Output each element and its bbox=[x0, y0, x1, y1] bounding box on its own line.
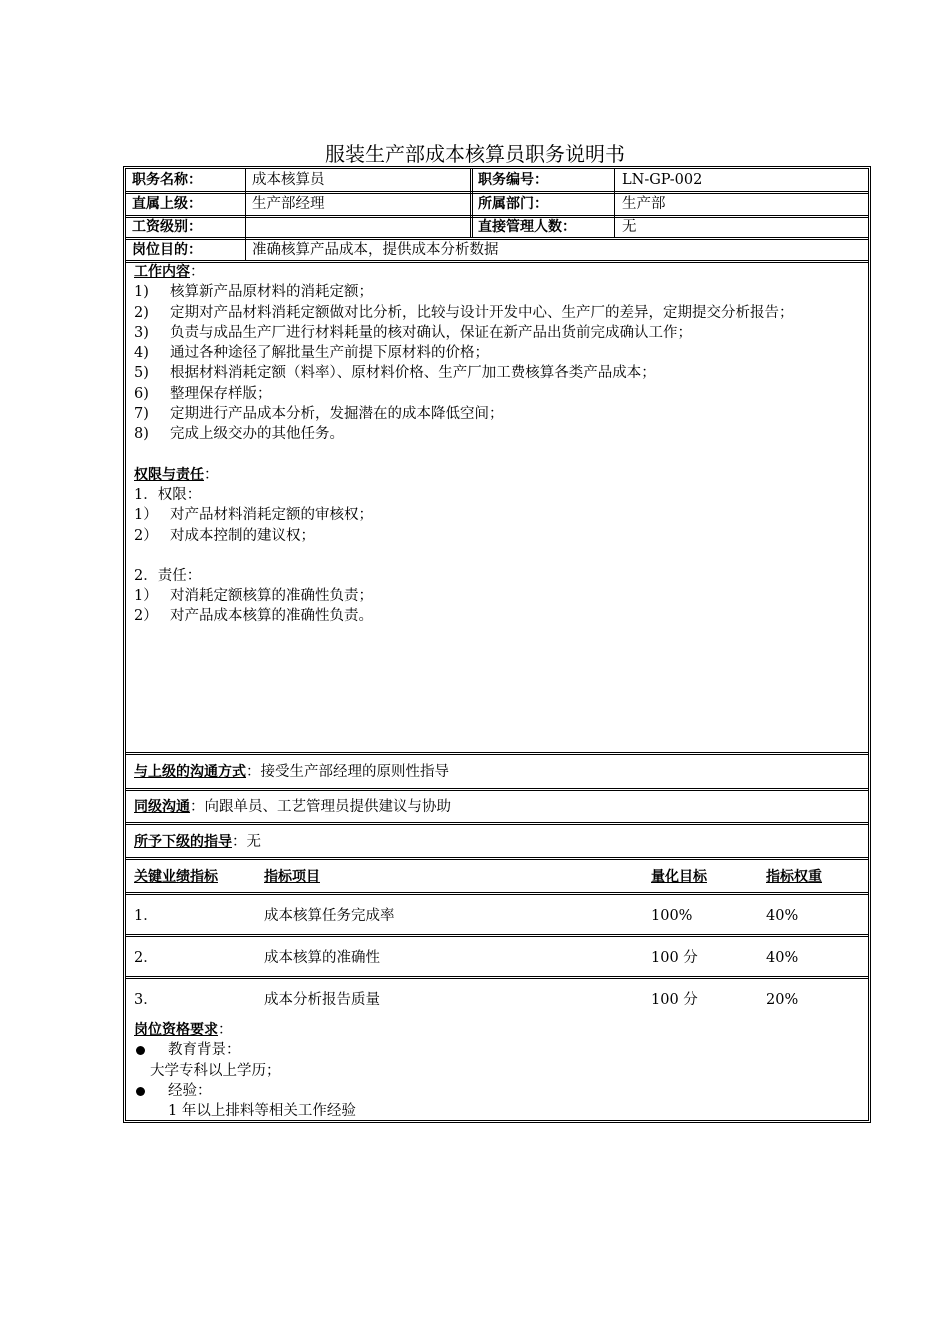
kpi-no: 3． bbox=[134, 992, 158, 1008]
kpi-header-target: 量化目标 bbox=[651, 869, 707, 885]
job-name-value: 成本核算员 bbox=[252, 172, 325, 188]
list-item-text: 对消耗定额核算的准确性负责； bbox=[170, 588, 373, 605]
kpi-header-weight: 指标权重 bbox=[766, 869, 822, 885]
kpi-item: 成本核算的准确性 bbox=[264, 950, 380, 966]
superior-value: 生产部经理 bbox=[252, 196, 325, 212]
list-item bbox=[134, 303, 860, 323]
header-row-2 bbox=[126, 193, 868, 215]
list-item-text: 对成本控制的建议权； bbox=[170, 527, 315, 544]
job-description-table bbox=[123, 166, 871, 1123]
duties-list bbox=[134, 586, 860, 627]
job-name-label: 职务名称： bbox=[132, 172, 202, 188]
kpi-no: 2． bbox=[134, 950, 158, 966]
bullet-icon bbox=[136, 1087, 145, 1096]
qualification-heading: 岗位资格要求 bbox=[134, 1022, 218, 1038]
list-item-number: 1） bbox=[134, 588, 158, 605]
education-value: 大学专科以上学历； bbox=[150, 1062, 281, 1079]
kpi-item: 成本分析报告质量 bbox=[264, 992, 380, 1008]
rights-list bbox=[134, 505, 860, 546]
salary-label: 工资级别： bbox=[132, 219, 202, 235]
list-item-number: 2） bbox=[134, 527, 158, 544]
duties-title: 2．责任： bbox=[134, 567, 202, 584]
kpi-header-indicator: 关键业绩指标 bbox=[134, 869, 218, 885]
list-item-number: 1) bbox=[134, 284, 149, 301]
job-code-value: LN-GP-002 bbox=[622, 172, 703, 188]
list-item bbox=[134, 404, 860, 424]
list-item bbox=[134, 363, 860, 383]
list-item-number: 2) bbox=[134, 304, 149, 321]
list-item-number: 6) bbox=[134, 385, 149, 402]
list-item bbox=[134, 282, 860, 302]
work-content-heading: 工作内容 bbox=[134, 264, 190, 280]
list-item-text: 对产品成本核算的准确性负责。 bbox=[170, 608, 373, 625]
kpi-target: 100 分 bbox=[651, 992, 698, 1008]
list-item-text: 负责与成品生产厂进行材料耗量的核对确认，保证在新产品出货前完成确认工作； bbox=[170, 324, 692, 341]
purpose-value: 准确核算产品成本，提供成本分析数据 bbox=[252, 242, 499, 258]
list-item-text: 核算新产品原材料的消耗定额； bbox=[170, 284, 373, 301]
list-item-text: 通过各种途径了解批量生产前提下原材料的价格； bbox=[170, 345, 489, 362]
kpi-item: 成本核算任务完成率 bbox=[264, 908, 395, 924]
list-item-number: 3) bbox=[134, 324, 149, 341]
list-item-number: 7) bbox=[134, 406, 149, 423]
kpi-target: 100 分 bbox=[651, 950, 698, 966]
list-item-text: 根据材料消耗定额（料率）、原材料价格、生产厂加工费核算各类产品成本； bbox=[170, 365, 656, 382]
experience-item: 经验： bbox=[134, 1081, 860, 1101]
list-item bbox=[134, 323, 860, 343]
list-item-text: 整理保存样版； bbox=[170, 385, 272, 402]
dept-value: 生产部 bbox=[622, 196, 666, 212]
qualification-section: 岗位资格要求： 教育背景： 大学专科以上学历； 经验： 1 年以上排料等相关工作经验 bbox=[134, 1020, 860, 1121]
rights-title: 1．权限： bbox=[134, 486, 202, 503]
education-item: 教育背景： bbox=[134, 1040, 860, 1060]
dept-label: 所属部门： bbox=[478, 196, 548, 212]
experience-value: 1 年以上排料等相关工作经验 bbox=[168, 1103, 356, 1120]
bullet-icon bbox=[136, 1046, 145, 1055]
list-item-text: 定期进行产品成本分析，发掘潜在的成本降低空间； bbox=[170, 406, 504, 423]
list-item-number: 5) bbox=[134, 365, 149, 382]
purpose-label: 岗位目的： bbox=[132, 242, 202, 258]
list-item bbox=[134, 505, 860, 525]
list-item-number: 8) bbox=[134, 426, 149, 443]
list-item bbox=[134, 526, 860, 546]
list-item-number: 2） bbox=[134, 608, 158, 625]
managed-label: 直接管理人数： bbox=[478, 219, 576, 235]
kpi-header-item: 指标项目 bbox=[264, 869, 320, 885]
kpi-weight: 40% bbox=[766, 950, 799, 966]
list-item bbox=[134, 424, 860, 444]
list-item bbox=[134, 606, 860, 626]
document-title: 服装生产部成本核算员职务说明书 bbox=[325, 142, 625, 166]
superior-label: 直属上级： bbox=[132, 196, 202, 212]
managed-value: 无 bbox=[622, 219, 637, 235]
peer-communication: 同级沟通：向跟单员、工艺管理员提供建议与协助 bbox=[134, 799, 451, 815]
work-content-section: 工作内容： 1) 核算新产品原材料的消耗定额； 2) 定期对产品材料消耗定额做对比分析，比较与设计开发中心、生产厂的差异，定期提交分析报告； 3) 负责与成品生产厂进行材料耗量的核对确认，保证在新产品出货前完成确认工作； 4) 通过各种途径了解批量生产前提下原材料的价格； 5) 根据材料消耗定额（料率）、原材料价格、生产厂加工费核算各类产品成本； 6) 整理保存样版； 7) 定期进行产品成本分析，发掘潜在的成本降低空间； 8) 完成上级交办的其他任务。 权限与责任： 1．权限： 1） 对产品材料消耗定额的审核权； 2） 对成本控制的建议权； 2．责任： 1） 对消耗定额核算的准确性负责； 2） 对产品成本核算的准确性负责。 bbox=[134, 262, 860, 627]
list-item bbox=[134, 343, 860, 363]
kpi-weight: 40% bbox=[766, 908, 799, 924]
salary-value bbox=[246, 216, 252, 238]
list-item bbox=[134, 586, 860, 606]
kpi-weight: 20% bbox=[766, 992, 799, 1008]
job-code-label: 职务编号： bbox=[478, 172, 548, 188]
lower-guidance: 所予下级的指导：无 bbox=[134, 834, 261, 850]
kpi-no: 1． bbox=[134, 908, 158, 924]
authority-heading: 权限与责任 bbox=[134, 466, 204, 483]
list-item-text: 对产品材料消耗定额的审核权； bbox=[170, 507, 373, 524]
work-content-list bbox=[134, 282, 860, 444]
list-item-text: 完成上级交办的其他任务。 bbox=[170, 426, 344, 443]
header-row-4 bbox=[126, 239, 868, 261]
kpi-target: 100% bbox=[651, 908, 693, 924]
header-row-1 bbox=[126, 169, 868, 191]
upper-communication: 与上级的沟通方式：接受生产部经理的原则性指导 bbox=[134, 764, 449, 780]
list-item-number: 4) bbox=[134, 345, 149, 362]
list-item-number: 1） bbox=[134, 507, 158, 524]
list-item bbox=[134, 384, 860, 404]
header-row-3 bbox=[126, 216, 868, 238]
list-item-text: 定期对产品材料消耗定额做对比分析，比较与设计开发中心、生产厂的差异，定期提交分析报告； bbox=[170, 304, 794, 321]
